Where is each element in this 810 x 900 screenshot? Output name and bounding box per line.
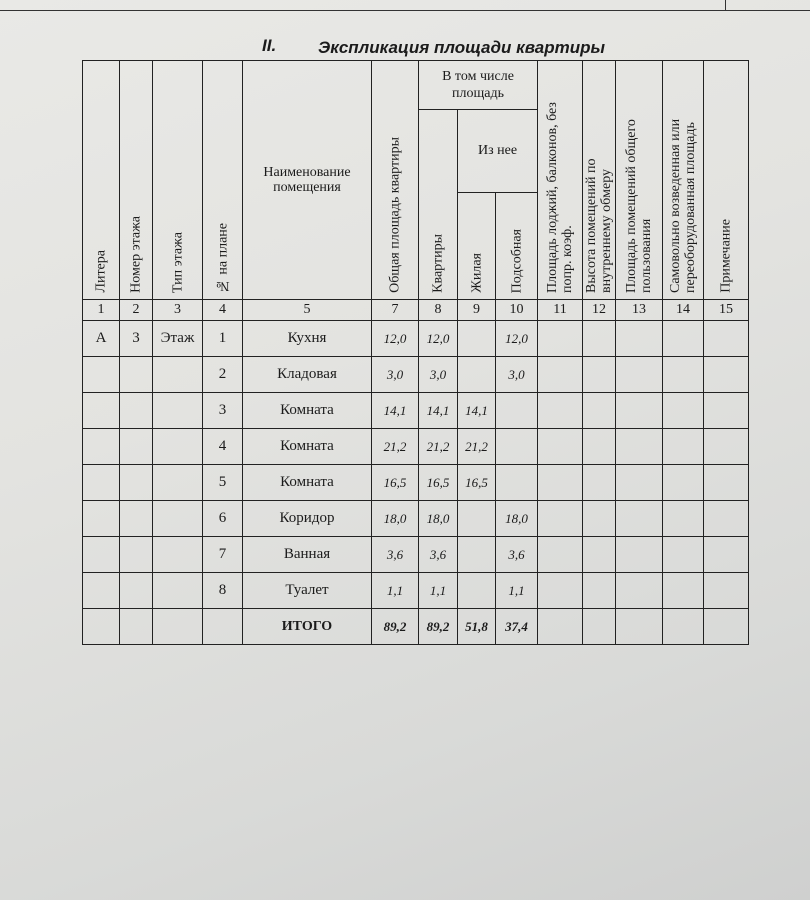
col-room-name: Наименование помещения (243, 61, 372, 300)
table-row (83, 357, 749, 393)
total-apartment-sum: 89,2 (419, 609, 458, 645)
col-common: Площадь помещений общего пользования (616, 61, 663, 300)
cell-total-area: 21,2 (372, 429, 419, 465)
cell-aux-area: 1,1 (496, 573, 538, 609)
cell (704, 465, 749, 501)
col-total-area: Общая площадь квартиры (372, 61, 419, 300)
column-number: 8 (419, 300, 458, 321)
cell-living-area (458, 501, 496, 537)
cell (538, 357, 583, 393)
col-plan-number: № на плане (203, 61, 243, 300)
cell (616, 393, 663, 429)
cell (583, 609, 616, 645)
column-number: 5 (243, 300, 372, 321)
cell (583, 429, 616, 465)
col-auxiliary: Подсобная (496, 193, 538, 300)
cell-floor (120, 501, 153, 537)
cell-aux-area: 18,0 (496, 501, 538, 537)
col-floor-number: Номер этажа (120, 61, 153, 300)
cell-room-name: Комната (243, 429, 372, 465)
cell-plan-number: 4 (203, 429, 243, 465)
cell (583, 465, 616, 501)
cell-floor (120, 357, 153, 393)
table-row (83, 465, 749, 501)
cell (616, 429, 663, 465)
total-label: ИТОГО (243, 609, 372, 645)
col-unauthorized: Самовольно возведенная или переоборудованная площадь (663, 61, 704, 300)
cell-living-area: 16,5 (458, 465, 496, 501)
column-number: 9 (458, 300, 496, 321)
col-group-of-which: Из нее (458, 110, 538, 193)
cell (583, 357, 616, 393)
cell (663, 609, 704, 645)
table-row (83, 393, 749, 429)
cell (616, 357, 663, 393)
cell-total-area: 18,0 (372, 501, 419, 537)
cell (616, 501, 663, 537)
cell-total-area: 3,0 (372, 357, 419, 393)
column-number: 7 (372, 300, 419, 321)
cell-plan-number: 8 (203, 573, 243, 609)
cell-litera (83, 573, 120, 609)
cell-floor (120, 537, 153, 573)
cell-room-name: Туалет (243, 573, 372, 609)
cell-floor-type (153, 501, 203, 537)
cell-litera (83, 393, 120, 429)
cell (663, 357, 704, 393)
col-floor-type: Тип этажа (153, 61, 203, 300)
table-row (83, 321, 749, 357)
column-number: 1 (83, 300, 120, 321)
cell (704, 393, 749, 429)
cell (663, 393, 704, 429)
cell-litera (83, 357, 120, 393)
cell-floor-type (153, 429, 203, 465)
cell-aux-area: 3,6 (496, 537, 538, 573)
cell-litera (83, 429, 120, 465)
cell-litera: А (83, 321, 120, 357)
cell-room-name: Кухня (243, 321, 372, 357)
cell (583, 321, 616, 357)
cell (538, 537, 583, 573)
section-number: II. (262, 36, 277, 55)
column-number: 2 (120, 300, 153, 321)
cell (704, 321, 749, 357)
col-litera: Литера (83, 61, 120, 300)
column-number: 15 (704, 300, 749, 321)
cell (120, 609, 153, 645)
cell-plan-number: 2 (203, 357, 243, 393)
cell-living-area (458, 321, 496, 357)
previous-table-edge (0, 0, 810, 11)
cell-room-name: Комната (243, 393, 372, 429)
cell (663, 573, 704, 609)
cell-apartment-area: 18,0 (419, 501, 458, 537)
cell (83, 609, 120, 645)
cell (616, 573, 663, 609)
cell (583, 393, 616, 429)
cell-floor-type (153, 393, 203, 429)
cell (538, 429, 583, 465)
cell-floor: 3 (120, 321, 153, 357)
cell-plan-number: 5 (203, 465, 243, 501)
cell (616, 465, 663, 501)
cell (616, 537, 663, 573)
cell (538, 321, 583, 357)
cell (663, 465, 704, 501)
cell-apartment-area: 21,2 (419, 429, 458, 465)
table-row (83, 537, 749, 573)
column-number: 10 (496, 300, 538, 321)
column-number: 12 (583, 300, 616, 321)
explication-table (82, 60, 749, 645)
table-row (83, 573, 749, 609)
cell (663, 501, 704, 537)
col-living: Жилая (458, 193, 496, 300)
cell (538, 501, 583, 537)
cell (538, 573, 583, 609)
cell (663, 321, 704, 357)
cell-apartment-area: 1,1 (419, 573, 458, 609)
cell-total-area: 14,1 (372, 393, 419, 429)
cell-aux-area (496, 393, 538, 429)
column-number: 14 (663, 300, 704, 321)
cell-total-area: 1,1 (372, 573, 419, 609)
cell-plan-number: 1 (203, 321, 243, 357)
column-number: 4 (203, 300, 243, 321)
cell-apartment-area: 12,0 (419, 321, 458, 357)
cell-floor-type (153, 465, 203, 501)
cell-living-area (458, 573, 496, 609)
col-loggia: Площадь лоджий, балконов, без попр. коэф. (538, 61, 583, 300)
cell-apartment-area: 14,1 (419, 393, 458, 429)
col-note: Примечание (704, 61, 749, 300)
cell-room-name: Комната (243, 465, 372, 501)
cell-floor (120, 573, 153, 609)
column-number-row (83, 300, 749, 321)
cell-aux-area (496, 465, 538, 501)
col-apartment: Квартиры (419, 110, 458, 300)
cell-floor-type (153, 537, 203, 573)
cell-floor (120, 393, 153, 429)
cell-apartment-area: 3,6 (419, 537, 458, 573)
total-row (83, 609, 749, 645)
cell-living-area: 21,2 (458, 429, 496, 465)
cell-total-area: 16,5 (372, 465, 419, 501)
cell (616, 609, 663, 645)
cell-floor (120, 465, 153, 501)
col-height: Высота помещений по внутреннему обмеру (583, 61, 616, 300)
cell (704, 573, 749, 609)
cell (704, 501, 749, 537)
column-number: 3 (153, 300, 203, 321)
cell (704, 429, 749, 465)
cell-living-area: 14,1 (458, 393, 496, 429)
cell (704, 357, 749, 393)
cell-aux-area (496, 429, 538, 465)
cell (583, 501, 616, 537)
cell (663, 429, 704, 465)
cell-apartment-area: 16,5 (419, 465, 458, 501)
cell-litera (83, 537, 120, 573)
cell-floor (120, 429, 153, 465)
cell (616, 321, 663, 357)
total-living-sum: 51,8 (458, 609, 496, 645)
cell-aux-area: 12,0 (496, 321, 538, 357)
total-area-sum: 89,2 (372, 609, 419, 645)
cell-total-area: 12,0 (372, 321, 419, 357)
cell (583, 573, 616, 609)
cell-living-area (458, 537, 496, 573)
cell (704, 537, 749, 573)
column-number: 11 (538, 300, 583, 321)
cell (704, 609, 749, 645)
cell-plan-number: 7 (203, 537, 243, 573)
cell (583, 537, 616, 573)
cell-floor-type: Этаж (153, 321, 203, 357)
cell-room-name: Коридор (243, 501, 372, 537)
cell-living-area (458, 357, 496, 393)
table-row (83, 501, 749, 537)
cell-room-name: Ванная (243, 537, 372, 573)
cell-litera (83, 501, 120, 537)
cell (538, 609, 583, 645)
section-title: Экспликация площади квартиры (318, 38, 605, 57)
cell (538, 393, 583, 429)
cell-apartment-area: 3,0 (419, 357, 458, 393)
table-row (83, 429, 749, 465)
col-group-incl: В том числе площадь (419, 61, 538, 110)
table-divider (725, 0, 726, 10)
cell-litera (83, 465, 120, 501)
cell (203, 609, 243, 645)
cell-plan-number: 3 (203, 393, 243, 429)
cell-floor-type (153, 357, 203, 393)
cell-plan-number: 6 (203, 501, 243, 537)
cell (153, 609, 203, 645)
column-number: 13 (616, 300, 663, 321)
total-aux-sum: 37,4 (496, 609, 538, 645)
cell-room-name: Кладовая (243, 357, 372, 393)
cell-total-area: 3,6 (372, 537, 419, 573)
cell-floor-type (153, 573, 203, 609)
cell (663, 537, 704, 573)
cell (538, 465, 583, 501)
cell-aux-area: 3,0 (496, 357, 538, 393)
